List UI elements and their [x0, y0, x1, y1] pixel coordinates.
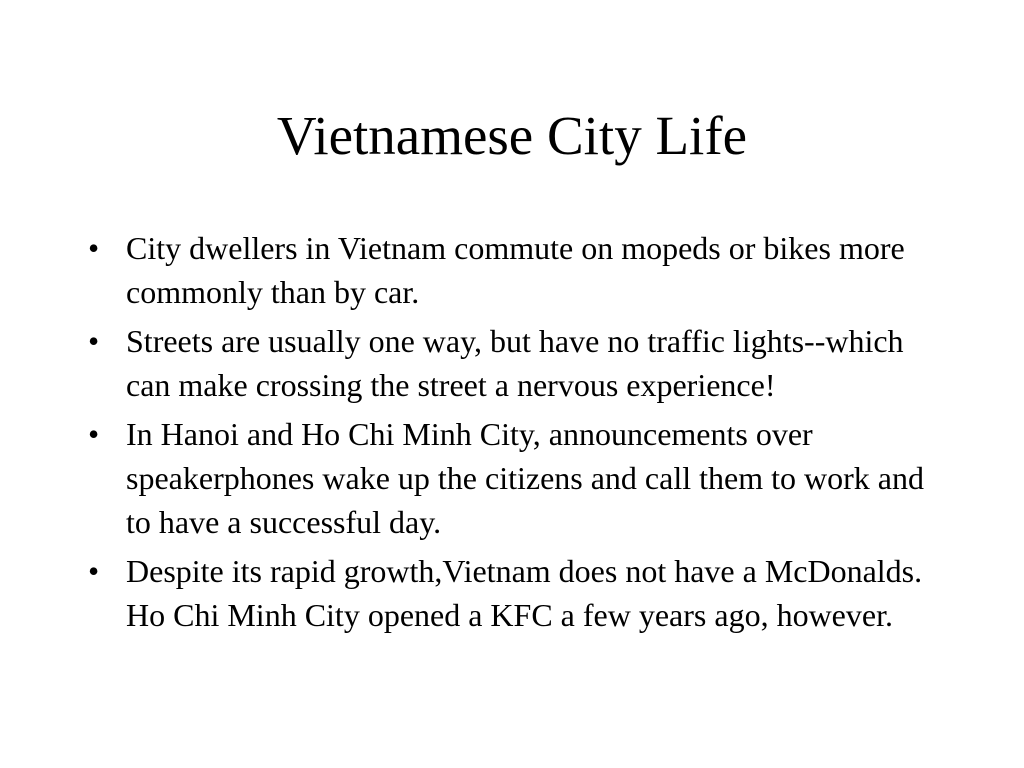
bullet-icon: • [88, 553, 100, 589]
bullet-text: Streets are usually one way, but have no traffic lights--which can make crossing the street a nervous experience! [126, 323, 904, 403]
bullet-icon: • [88, 416, 100, 452]
bullet-text: In Hanoi and Ho Chi Minh City, announcements over speakerphones wake up the citizens and call them to work and to have a successful day. [126, 416, 924, 540]
bullet-item [84, 549, 944, 637]
bullet-icon: • [88, 323, 100, 359]
bullet-text: Despite its rapid growth,Vietnam does not have a McDonalds. Ho Chi Minh City opened a KFC a few years ago, however. [126, 553, 923, 633]
bullet-item [84, 319, 944, 407]
bullet-item [84, 226, 944, 314]
bullet-item [84, 412, 944, 544]
slide-title: Vietnamese City Life [276, 105, 748, 166]
bullet-icon: • [88, 230, 100, 266]
bullet-text: City dwellers in Vietnam commute on mopeds or bikes more commonly than by car. [126, 230, 905, 310]
bullet-list [84, 226, 944, 642]
